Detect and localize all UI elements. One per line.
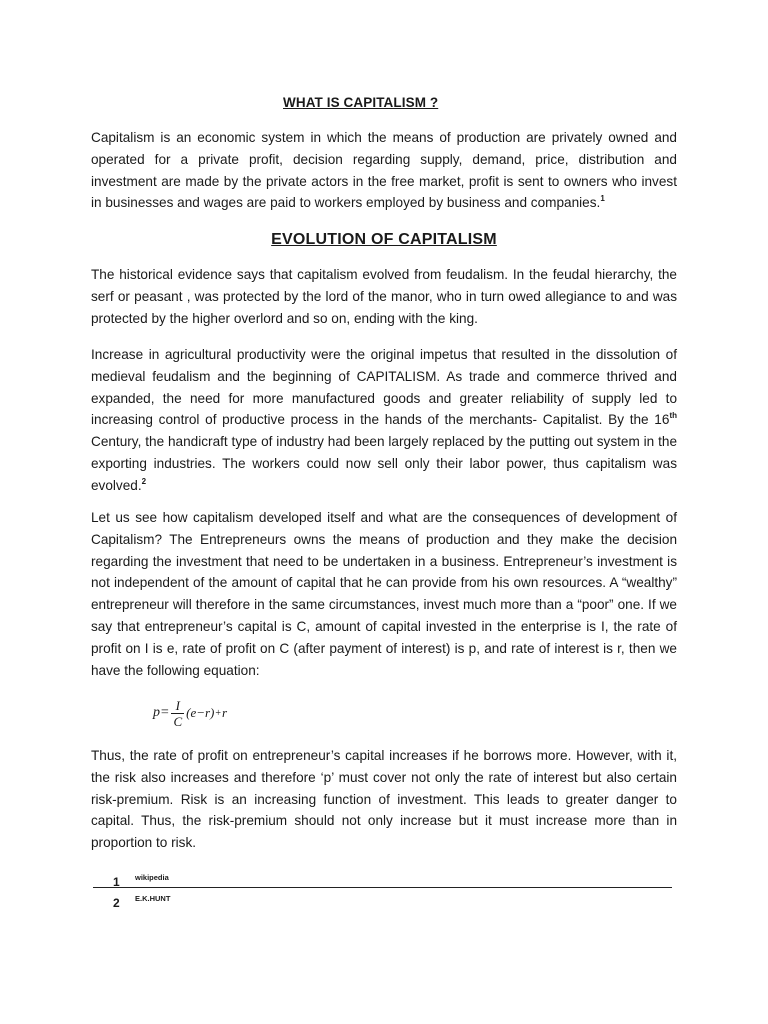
paragraph-definition-text: Capitalism is an economic system in which the means of production are privately owned and operated for a private profit, decision regarding supply, demand, price, distribution and investment are made by the private actors in the free market, profit is sent to owners who invest in businesses and wages are paid to workers employed by business and companies.	[91, 130, 677, 211]
paragraph-productivity	[91, 344, 677, 497]
equation-numerator: I	[175, 697, 180, 713]
footnote-ref-2[interactable]: 2	[141, 476, 147, 486]
equation-middle: (e−r)	[186, 705, 215, 720]
equation-fraction	[171, 698, 184, 729]
footnote-text: wikipedia	[135, 873, 169, 882]
page-title: WHAT IS CAPITALISM ?	[283, 95, 439, 110]
paragraph-entrepreneurs: Let us see how capitalism developed itself and what are the consequences of development of Capitalism? The Entrepreneurs owns the means of production and they make the decision regarding the investment that need to be undertaken in a business. Entrepreneur’s investment is not independent of the amount of capital that he can provide from his own resources. A “wealthy” entrepreneur will therefore in the same circumstances, invest much more than a “poor” one. If we say that entrepreneur’s capital is C, amount of capital invested in the enterprise is I, the rate of profit on I is e, rate of profit on C (after payment of interest) is p, and rate of interest is r, then we have the following equation:	[91, 510, 677, 678]
footnote-divider	[93, 887, 672, 888]
paragraph-productivity-text-a: Increase in agricultural productivity were the original impetus that resulted in the dissolution of medieval feudalism and the beginning of CAPITALISM. As trade and commerce thrived and expanded, the need for more manufactured goods and greater reliability of supply led to increasing control of productive process in the hands of the merchants- Capitalist. By the 16	[91, 347, 677, 428]
paragraph-feudalism: The historical evidence says that capitalism evolved from feudalism. In the feudal hierarchy, the serf or peasant , was protected by the lord of the manor, who in turn owed allegiance to and was protected by the higher overlord and so on, ending with the king.	[91, 267, 677, 326]
footnote-ref-1[interactable]: 1	[600, 194, 605, 204]
equation-denominator: C	[173, 713, 183, 729]
ordinal-suffix: th	[669, 411, 677, 421]
paragraph-definition	[91, 127, 677, 214]
equation-plus: +	[215, 707, 222, 719]
paragraph-productivity-text-b: Century, the handicraft type of industry had been largely replaced by the putting out system in the exporting industries. The workers could now sell only their labor power, thus capitalism was evolved.	[91, 434, 677, 493]
profit-equation	[153, 693, 227, 733]
section-title: EVOLUTION OF CAPITALISM	[271, 231, 497, 248]
footnote-number: 2	[113, 896, 120, 910]
paragraph-risk: Thus, the rate of profit on entrepreneur’s capital increases if he borrows more. However, with it, the risk also increases and therefore ‘p’ must cover not only the rate of interest but also certain risk-premium. Risk is an increasing function of investment. This leads to greater danger to capital. Thus, the risk-premium should not only increase but it must increase more than in proportion to risk.	[91, 748, 677, 851]
footnote-number: 1	[113, 875, 120, 889]
equation-lhs: p=	[153, 705, 170, 720]
footnote-text: E.K.HUNT	[135, 894, 171, 903]
equation-tail: r	[222, 705, 228, 720]
